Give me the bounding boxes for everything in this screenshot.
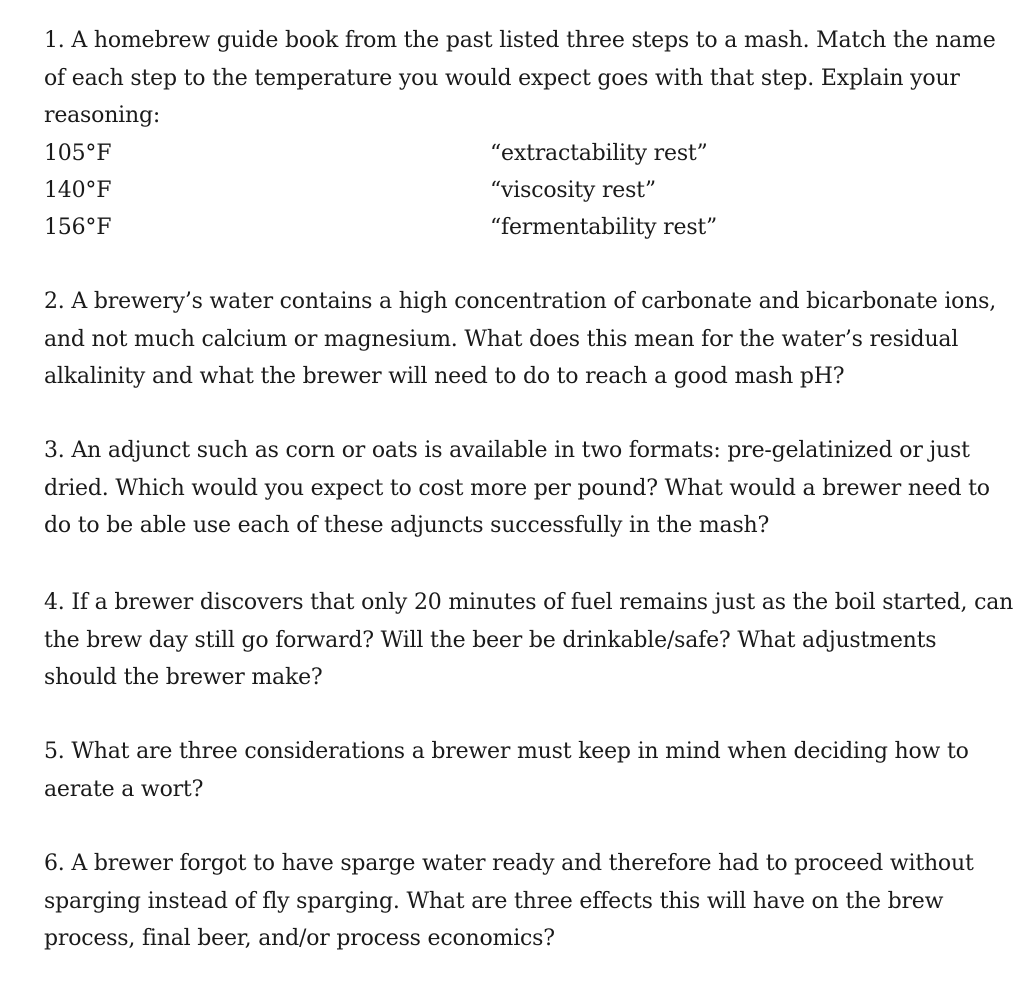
matching-row <box>44 209 944 246</box>
question-4-line-1: 4. If a brewer discovers that only 20 minutes of fuel remains just as the boil started, can <box>44 590 1014 615</box>
question-4-line-3: should the brewer make? <box>44 665 323 690</box>
temperature-156: 156°F <box>44 215 112 240</box>
question-2-line-2: and not much calcium or magnesium. What does this mean for the water’s residual <box>44 326 959 352</box>
viscosity-rest: “viscosity rest” <box>490 178 656 203</box>
matching-row <box>44 172 944 209</box>
extractability-rest: “extractability rest” <box>490 141 708 166</box>
temperature-140: 140°F <box>44 178 112 203</box>
question-5-line-2: aerate a wort? <box>44 776 204 802</box>
question-3 <box>44 432 1006 545</box>
question-3-line-3: do to be able use each of these adjuncts successfully in the mash? <box>44 513 770 538</box>
question-2 <box>44 283 1006 396</box>
question-3-line-1: 3. An adjunct such as corn or oats is available in two formats: pre-gelatinized or just <box>44 438 970 463</box>
question-6-line-2: sparging instead of fly sparging. What are three effects this will have on the brew <box>44 888 944 914</box>
fermentability-rest: “fermentability rest” <box>490 215 718 240</box>
temperature-105: 105°F <box>44 141 112 166</box>
question-6 <box>44 845 1006 958</box>
question-4-line-2: the brew day still go forward? Will the beer be drinkable/safe? What adjustments <box>44 627 937 653</box>
question-6-line-3: process, final beer, and/or process economics? <box>44 926 555 951</box>
question-2-line-3: alkalinity and what the brewer will need to do to reach a good mash pH? <box>44 364 845 389</box>
question-6-line-1: 6. A brewer forgot to have sparge water ready and therefore had to proceed without <box>44 851 974 876</box>
question-1-line-1: 1. A homebrew guide book from the past listed three steps to a mash. Match the name <box>44 28 996 53</box>
question-1-line-2: of each step to the temperature you would expect goes with that step. Explain your <box>44 65 960 91</box>
question-2-line-1: 2. A brewery’s water contains a high concentration of carbonate and bicarbonate ions, <box>44 289 997 314</box>
question-5 <box>44 733 1006 808</box>
question-5-line-1: 5. What are three considerations a brewer must keep in mind when deciding how to <box>44 739 969 764</box>
question-4 <box>44 584 1014 697</box>
question-1 <box>44 22 1006 135</box>
matching-row <box>44 135 944 172</box>
matching-table <box>44 135 944 246</box>
question-3-line-2: dried. Which would you expect to cost more per pound? What would a brewer need to <box>44 475 990 501</box>
question-1-line-3: reasoning: <box>44 103 161 128</box>
